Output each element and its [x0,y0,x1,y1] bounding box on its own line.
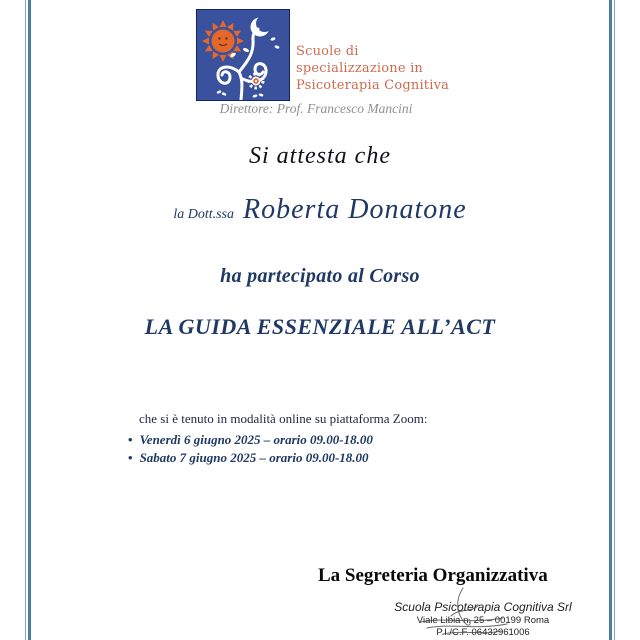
school-name-line1: Scuole di [296,44,359,59]
recipient-line [0,194,640,226]
session-list [128,431,373,467]
recipient-title-prefix: la Dott.ssa [173,207,235,222]
participation-text: ha partecipato al Corso [220,265,420,287]
company-address: Viale Libia n. 25 – 00199 Roma [416,615,550,626]
signer-title: La Segreteria Organizzativa [318,565,548,586]
school-logo-art [197,10,289,100]
company-name: Scuola Psicoterapia Cognitiva Srl [394,600,572,614]
recipient-name: Roberta Donatone [243,194,467,225]
sun-icon [202,20,244,62]
school-logo [196,9,290,101]
attestation-text: Si attesta che [249,143,391,169]
session-item-2: • Sabato 7 giugno 2025 – orario 09.00-18.00 [128,449,373,467]
company-footer [383,600,583,639]
school-name-line3: Psicoterapia Cognitiva [296,78,450,93]
course-mode-line: che si è tenuto in modalità online su piattaforma Zoom: [139,411,428,426]
session-item-1: • Venerdì 6 giugno 2025 – orario 09.00-18.00 [128,431,373,449]
school-name-line2: specializzazione in [296,61,424,76]
course-title: LA GUIDA ESSENZIALE ALL’ACT [144,314,496,339]
director-line: Direttore: Prof. Francesco Mancini [219,101,413,116]
company-vat: P.I./C.F. 06432961006 [436,627,530,638]
school-name [296,43,449,94]
